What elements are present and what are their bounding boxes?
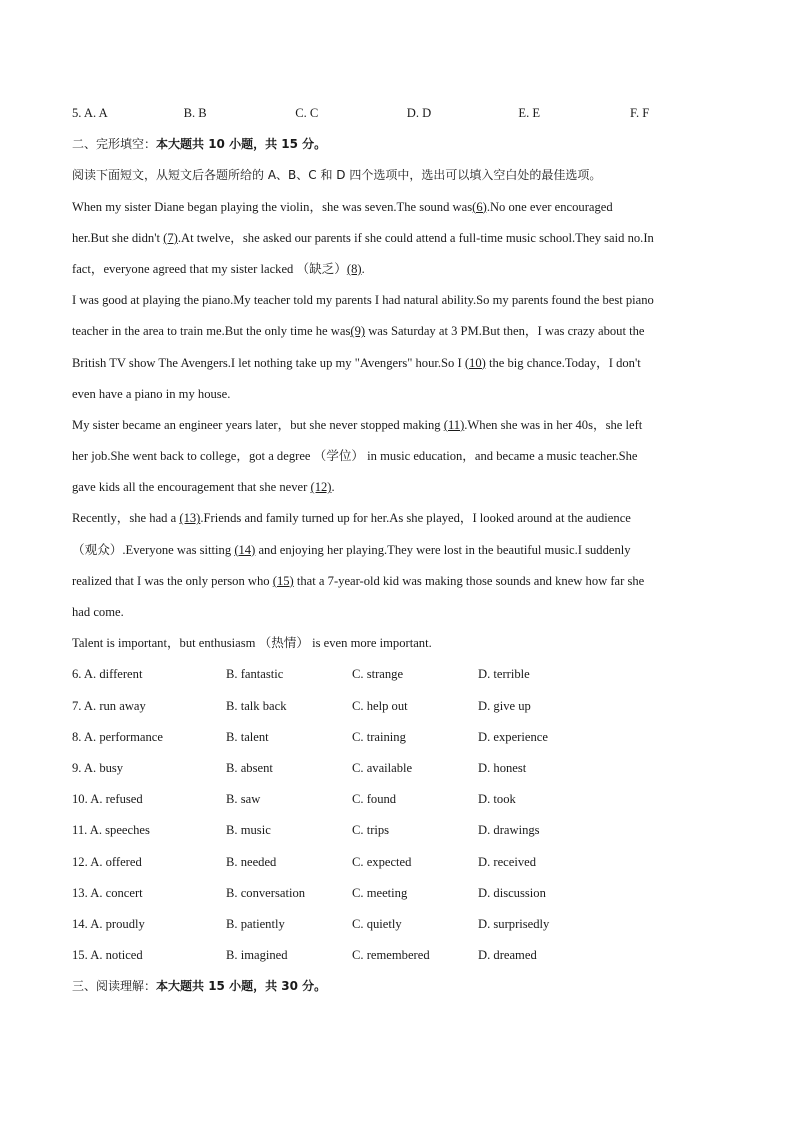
option-b: B. needed <box>226 854 277 869</box>
section2-instruction: 阅读下面短文，从短文后各题所给的 A、B、C 和 D 四个选项中，选出可以填入空白处的最佳选项。 <box>72 168 602 183</box>
option-d: D. surprisedly <box>478 916 550 931</box>
blank-12: (12) <box>310 480 332 495</box>
passage-line: Talent is important，but enthusiasm （热情） is even more important. <box>72 636 432 651</box>
section3-title: 三、阅读理解：本大题共 15 小题，共 30 分。 <box>72 979 327 994</box>
option-d: D. terrible <box>478 667 530 682</box>
question-list <box>72 659 724 971</box>
option-c: C. help out <box>352 698 408 713</box>
question-15 <box>72 940 724 971</box>
option-b: B. patiently <box>226 916 285 931</box>
option-a: 12. A. offered <box>72 854 142 869</box>
passage-line: had come. <box>72 605 124 619</box>
option-a: 9. A. busy <box>72 760 124 775</box>
question-10 <box>72 784 724 815</box>
option-d: D. drawings <box>478 823 540 838</box>
option-a: 14. A. proudly <box>72 916 145 931</box>
option-b: B. absent <box>226 760 273 775</box>
option-d: D. experience <box>478 729 548 744</box>
passage-line: even have a piano in my house. <box>72 386 231 401</box>
question-14 <box>72 909 724 940</box>
blank-13: (13) <box>179 511 201 526</box>
option-d: D. dreamed <box>478 948 537 963</box>
option-a: 8. A. performance <box>72 729 163 744</box>
blank-6: (6) <box>472 199 487 214</box>
passage-line: realized that I was the only person who (15) that a 7-year-old kid was making those sounds and knew how far she <box>72 573 645 588</box>
option-c: C. trips <box>352 823 390 838</box>
q5-option-a: 5. A. A <box>72 106 108 120</box>
option-c: C. expected <box>352 854 412 869</box>
option-a: 15. A. noticed <box>72 948 143 963</box>
passage-line: When my sister Diane began playing the violin，she was seven.The sound was(6).No one ever encouraged <box>72 199 613 214</box>
option-b: B. talent <box>226 729 269 744</box>
option-a: 13. A. concert <box>72 885 143 900</box>
passage-line: gave kids all the encouragement that she never (12). <box>72 480 335 495</box>
q5-option-f: F. F <box>629 106 650 120</box>
blank-15: (15) <box>272 573 294 588</box>
passage-line: her job.She went back to college，got a degree （学位） in music education，and became a music teacher.She <box>72 449 638 464</box>
option-d: D. honest <box>478 760 527 775</box>
option-c: C. strange <box>352 667 404 682</box>
option-c: C. available <box>352 760 413 775</box>
option-d: D. received <box>478 854 537 869</box>
passage-line: her.But she didn't (7).At twelve，she asked our parents if she could attend a full-time music school.They said no.In <box>72 230 654 245</box>
passage-line: My sister became an engineer years later，but she never stopped making (11).When she was in her 40s，she left <box>72 417 643 432</box>
q5-option-c: C. C <box>295 106 319 120</box>
q5-option-d: D. D <box>406 106 432 120</box>
option-c: C. found <box>352 792 397 807</box>
blank-14: (14) <box>234 542 256 557</box>
q5-option-b: B. B <box>183 106 207 120</box>
option-c: C. training <box>352 729 406 744</box>
blank-8: (8) <box>346 261 362 276</box>
passage-line: fact，everyone agreed that my sister lacked （缺乏）(8). <box>72 261 365 276</box>
option-b: B. music <box>226 823 271 838</box>
question-11 <box>72 815 724 846</box>
option-d: D. took <box>478 792 516 807</box>
option-b: B. talk back <box>226 698 287 713</box>
passage-line: teacher in the area to train me.But the only time he was(9) was Saturday at 3 PM.But then，I was crazy about the <box>72 324 645 339</box>
q5-options-row <box>72 98 724 129</box>
option-a: 10. A. refused <box>72 792 143 807</box>
option-d: D. discussion <box>478 885 546 900</box>
exam-page <box>72 98 724 1002</box>
option-c: C. quietly <box>352 916 402 931</box>
option-a: 6. A. different <box>72 667 143 682</box>
option-c: C. meeting <box>352 885 408 900</box>
blank-7: (7) <box>163 230 178 245</box>
question-8 <box>72 722 724 753</box>
option-b: B. imagined <box>226 948 288 963</box>
option-c: C. remembered <box>352 948 430 963</box>
option-d: D. give up <box>478 698 531 713</box>
passage-line: I was good at playing the piano.My teacher told my parents I had natural ability.So my parents found the best piano <box>72 293 654 308</box>
section2-title: 二、完形填空：本大题共 10 小题，共 15 分。 <box>72 137 327 152</box>
passage-line: （观众）.Everyone was sitting (14) and enjoying her playing.They were lost in the beautiful music.I suddenly <box>72 542 631 557</box>
question-7 <box>72 691 724 722</box>
option-b: B. fantastic <box>226 667 284 682</box>
blank-11: (11) <box>443 417 465 432</box>
option-b: B. conversation <box>226 885 306 900</box>
question-9 <box>72 753 724 784</box>
question-13 <box>72 878 724 909</box>
q5-option-e: E. E <box>518 106 541 120</box>
passage-line: Recently，she had a (13).Friends and family turned up for her.As she played，I looked around at the audience <box>72 511 631 526</box>
blank-9: (9) <box>350 324 366 339</box>
passage-line: British TV show The Avengers.I let nothing take up my "Avengers" hour.So I (10) the big chance.Today，I don't <box>72 355 641 370</box>
option-b: B. saw <box>226 792 261 807</box>
option-a: 11. A. speeches <box>72 823 150 838</box>
question-12 <box>72 847 724 878</box>
blank-10: (10) <box>464 355 486 370</box>
option-a: 7. A. run away <box>72 698 146 713</box>
question-6 <box>72 659 724 690</box>
